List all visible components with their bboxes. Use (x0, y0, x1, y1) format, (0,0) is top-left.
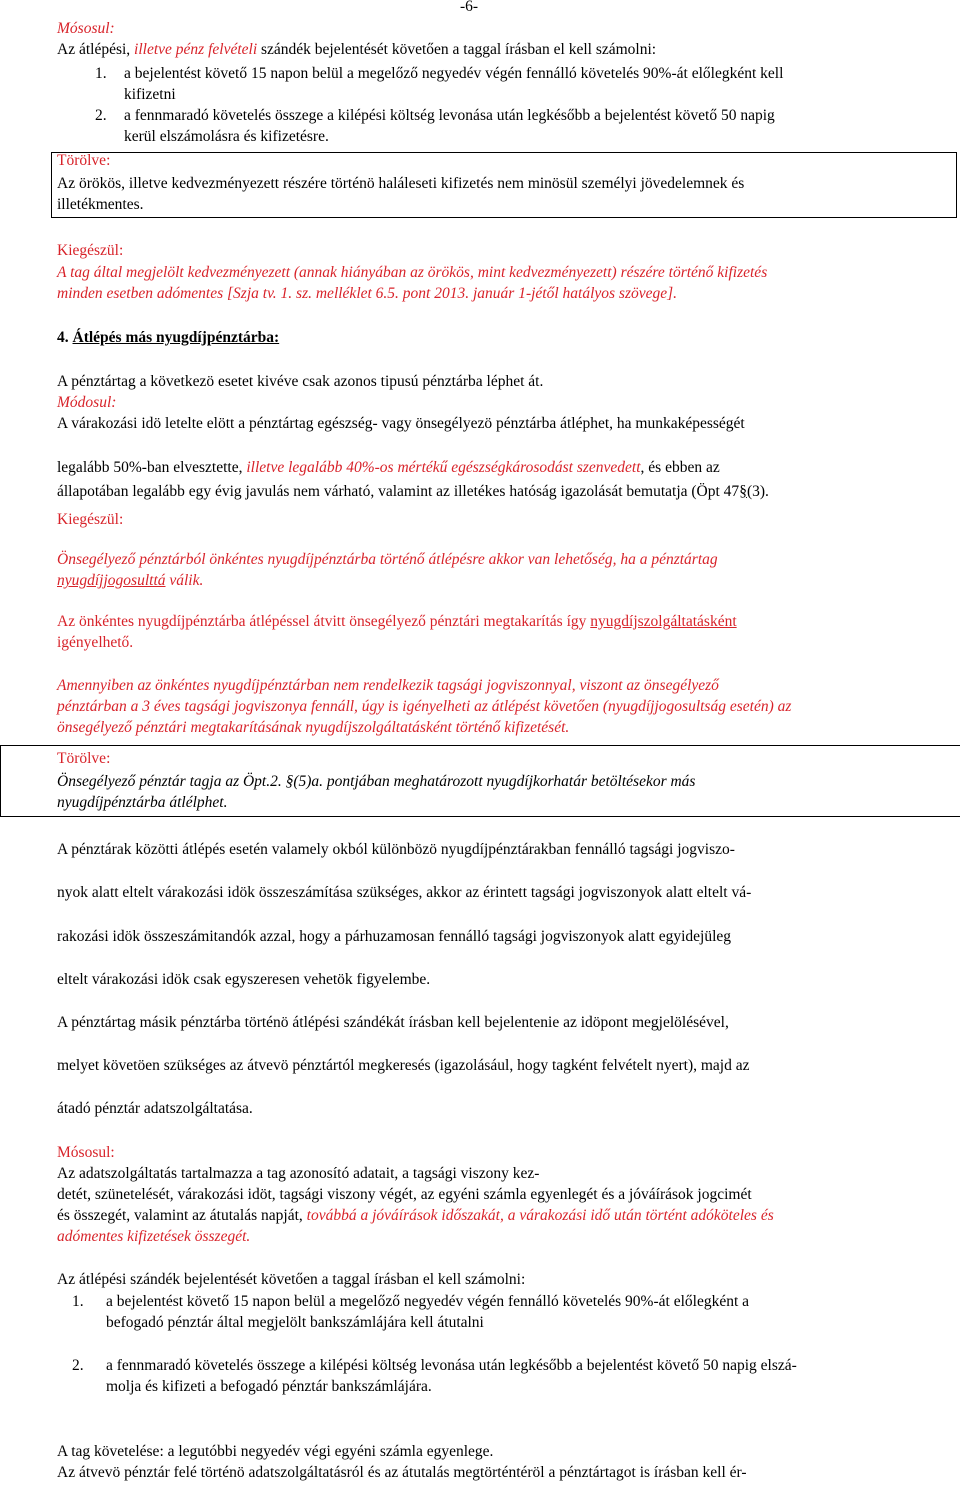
paragraph: legalább 50%-ban elvesztette, illetve legalább 40%-os mértékű egészségkárosodást szenvedett, és ebben az (57, 459, 720, 476)
paragraph: és összegét, valamint az átutalás napját, továbbá a jóváírások időszakát, a várakozási idő után történt adóköteles és (57, 1207, 774, 1224)
paragraph: A tag követelése: a legutóbbi negyedév végi egyéni számla egyenlege. (57, 1443, 494, 1460)
supplement-text: minden esetben adómentes [Szja tv. 1. sz. melléklet 6.5. pont 2013. január 1-jétől hatályos szövege]. (57, 285, 678, 302)
paragraph: nyok alatt eltelt várakozási idök összeszámítása szükséges, akkor az érintett tagsági jogviszonyok alatt eltelt vá- (57, 884, 752, 901)
paragraph: átadó pénztár adatszolgáltatása. (57, 1100, 253, 1117)
list-item-text: kerül elszámolásra és kifizetésre. (124, 128, 329, 145)
deleted-label: Törölve: (57, 152, 111, 169)
deleted-text: Az örökös, illetve kedvezményezett részére történö haláleseti kifizetés nem minösül személyi jövedelemnek és (57, 175, 745, 192)
supplement-text: A tag által megjelölt kedvezményezett (annak hiányában az örökös, mint kedvezményezett) részére történő kifizetés (57, 264, 768, 281)
deleted-text: illetékmentes. (57, 196, 144, 213)
paragraph: Az átvevö pénztár felé történö adatszolgáltatásról és az átutalás megtörténtéröl a pénztártagot is írásban kell ér- (57, 1464, 747, 1481)
paragraph: Az adatszolgáltatás tartalmazza a tag azonosító adatait, a tagsági viszony kez- (57, 1165, 540, 1182)
list-item-text: a bejelentést követő 15 napon belül a megelőző negyedév végén fennálló követelés 90%-át előlegként kell (124, 65, 784, 82)
list-item-text: a bejelentést követő 15 napon belül a megelőző negyedév végén fennálló követelés 90%-át előlegként a (106, 1293, 750, 1310)
list-item-text: a fennmaradó követelés összege a kilépési költség levonása után legkésőbb a bejelentést követő 50 napig elszá- (106, 1357, 797, 1374)
supplement-text: Amennyiben az önkéntes nyugdíjpénztárban nem rendelkezik tagsági jogviszonnyal, viszont az önsegélyező (57, 677, 719, 694)
supplement-text: nyugdíjjogosulttá válik. (57, 572, 204, 589)
paragraph: állapotában legalább egy évig javulás nem várható, valamint az illetékes hatóság igazolását bemutatja (Öpt 47§(3). (57, 483, 769, 500)
paragraph: detét, szünetelését, várakozási idöt, tagsági viszony végét, az egyéni számla egyenlegét és a jóváírások jogcimét (57, 1186, 752, 1203)
list-item-text: molja és kifizeti a befogadó pénztár bankszámlájára. (106, 1378, 432, 1395)
paragraph: Az átlépési szándék bejelentését követően a taggal írásban el kell számolni: (57, 1271, 526, 1288)
list-item-text: a fennmaradó követelés összege a kilépési költség levonása után legkésőbb a bejelentést követő 50 napig (124, 107, 775, 124)
list-number: 2. (72, 1357, 84, 1374)
list-number: 1. (72, 1293, 84, 1310)
section-heading: 4. Átlépés más nyugdíjpénztárba: (57, 329, 280, 346)
supplement-text: igényelhető. (57, 634, 134, 651)
paragraph: A pénztárak közötti átlépés esetén valamely okból különbözö nyugdíjpénztárakban fennálló tagsági jogviszo- (57, 841, 735, 858)
supplement-text: Az önkéntes nyugdíjpénztárba átlépéssel átvitt önsegélyező pénztári megtakarítás így nyugdíjszolgáltatásként (57, 613, 737, 630)
supplement-text: pénztárban a 3 éves tagsági jogviszonya fennáll, úgy is igényelheti az átlépést követően (nyugdíjjogosultság esetén) az (57, 698, 792, 715)
paragraph: A pénztártag másik pénztárba történö átlépési szándékát írásban kell bejelentenie az idöpont megjelölésével, (57, 1014, 729, 1031)
paragraph: melyet követöen szükséges az átvevö pénztártól megkeresés (igazolásául, hogy tagként felvételt nyert), majd az (57, 1057, 750, 1074)
supplement-label: Kiegészül: (57, 511, 124, 528)
page-number: -6- (460, 0, 479, 15)
supplement-text: önsegélyező pénztári megtakarításának nyugdíjszolgáltatásként történő kifizetését. (57, 719, 570, 736)
paragraph: A várakozási idö letelte elött a pénztártag egészség- vagy önsegélyezö pénztárba átléphet, ha munkaképességét (57, 415, 745, 432)
modified-label: Módosul: (57, 394, 117, 411)
supplement-text: Önsegélyező pénztárból önkéntes nyugdíjpénztárba történő átlépésre akkor van lehetőség, ha a pénztártag (57, 551, 718, 568)
paragraph: adómentes kifizetések összegét. (57, 1228, 251, 1245)
list-item-text: kifizetni (124, 86, 176, 103)
deleted-text: Önsegélyező pénztár tagja az Öpt.2. §(5)a. pontjában meghatározott nyugdíjkorhatár betöltésekor más (57, 773, 696, 790)
list-item-text: befogadó pénztár által megjelölt bankszámlájára kell átutalni (106, 1314, 484, 1331)
paragraph: rakozási idök összeszámitandók azzal, hogy a párhuzamosan fennálló tagsági jogviszonyok alatt egyidejüleg (57, 928, 732, 945)
list-number: 1. (95, 65, 107, 82)
deleted-text: nyugdíjpénztárba átlélphet. (57, 794, 228, 811)
deleted-label: Törölve: (57, 750, 111, 767)
modified-label: Mósosul: (57, 20, 115, 37)
withdrawal-intro: Az átlépési, illetve pénz felvételi szándék bejelentését követően a taggal írásban el kell számolni: (57, 41, 657, 58)
paragraph: A pénztártag a következö esetet kivéve csak azonos tipusú pénztárba léphet át. (57, 373, 544, 390)
supplement-label: Kiegészül: (57, 242, 124, 259)
list-number: 2. (95, 107, 107, 124)
paragraph: eltelt várakozási idök csak egyszeresen vehetök figyelembe. (57, 971, 431, 988)
modified-label: Mósosul: (57, 1144, 115, 1161)
